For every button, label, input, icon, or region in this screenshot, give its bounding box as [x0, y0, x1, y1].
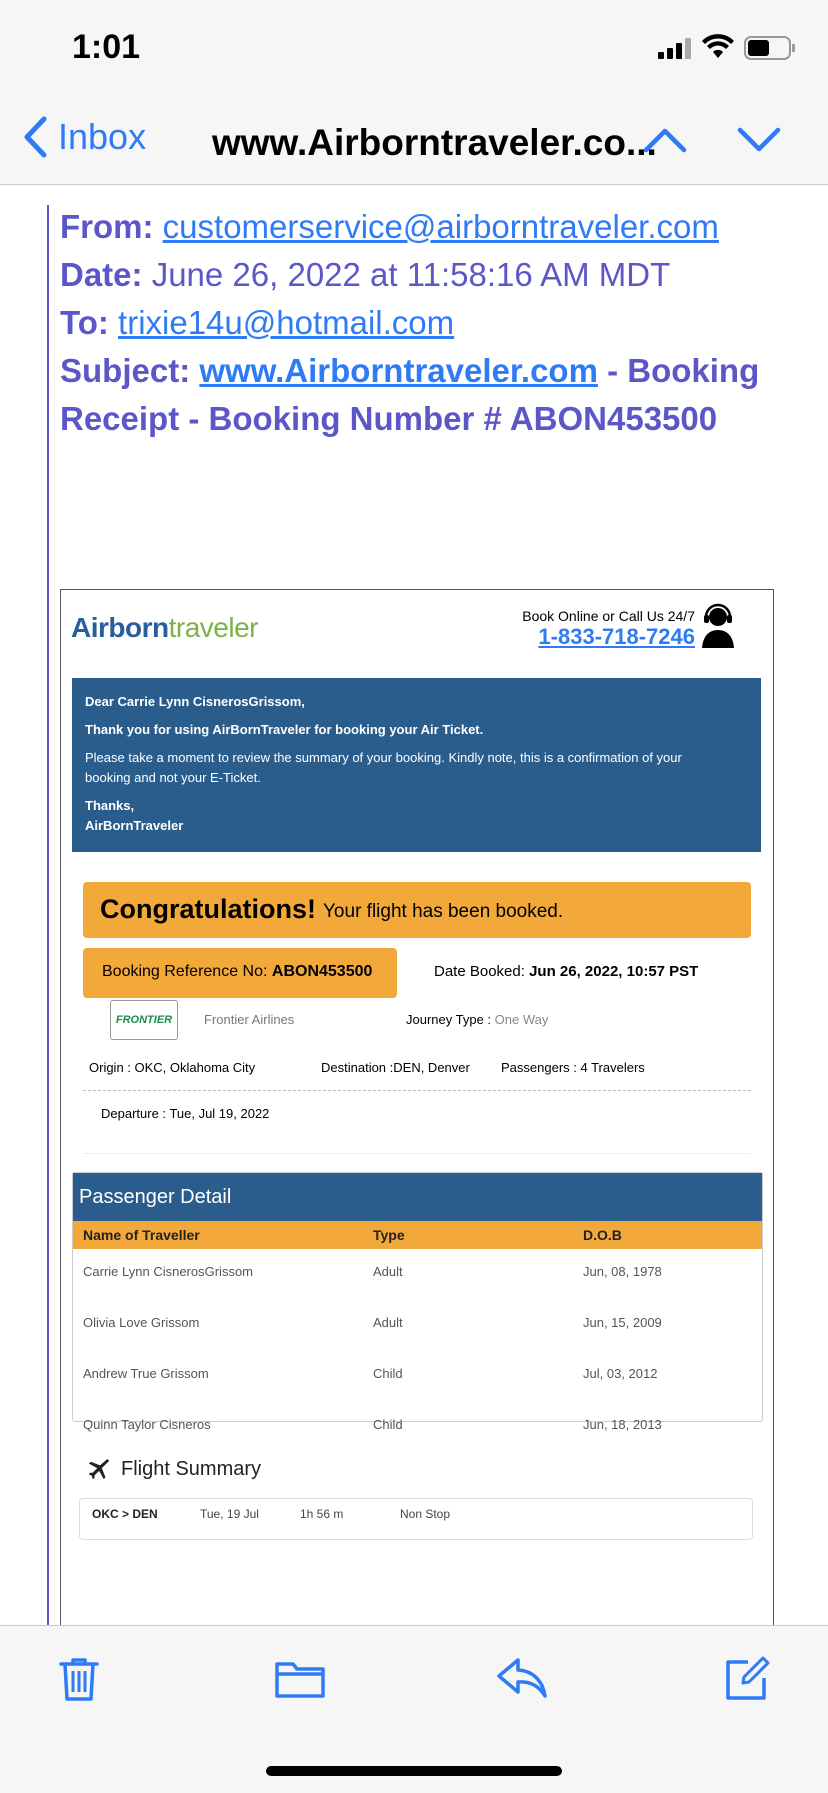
pax-type: Adult	[373, 1264, 403, 1279]
reply-icon[interactable]	[496, 1656, 548, 1700]
congrats-title: Congratulations!	[100, 894, 316, 924]
date-booked	[434, 963, 698, 980]
divider	[83, 1153, 751, 1154]
quote-bar	[47, 205, 49, 1705]
col-name: Name of Traveller	[83, 1227, 200, 1243]
pax-type: Child	[373, 1366, 403, 1381]
status-icons	[658, 36, 796, 60]
date-value: June 26, 2022 at 11:58:16 AM MDT	[151, 256, 671, 293]
chevron-up-icon[interactable]	[642, 120, 688, 160]
pax-type: Child	[373, 1417, 403, 1432]
pax-name: Carrie Lynn CisnerosGrissom	[83, 1264, 254, 1279]
nav-bar	[0, 100, 828, 185]
logo-part-a: Airborn	[71, 612, 169, 643]
thanks-line: Thank you for using AirBornTraveler for booking your Air Ticket.	[85, 722, 484, 737]
chevron-left-icon	[22, 116, 48, 158]
subject-line	[60, 347, 790, 443]
journey-label: Journey Type :	[406, 1012, 492, 1027]
table-row	[73, 1402, 762, 1453]
ref-value: ABON453500	[271, 963, 373, 980]
status-bar	[0, 0, 828, 100]
pax-name: Andrew True Grissom	[83, 1366, 209, 1381]
pax-name: Quinn Taylor Cisneros	[83, 1417, 211, 1432]
table-row	[73, 1351, 762, 1402]
pax-name: Olivia Love Grissom	[83, 1315, 200, 1330]
greeting: Dear Carrie Lynn CisnerosGrissom,	[85, 694, 305, 709]
congrats-bar	[83, 882, 751, 938]
to-link[interactable]: trixie14u@hotmail.com	[118, 304, 455, 341]
flight-summary-heading	[89, 1458, 261, 1481]
nav-title: www.Airborntraveler.co...	[212, 122, 657, 163]
pax-title: Passenger Detail	[73, 1173, 762, 1221]
wifi-icon	[702, 36, 734, 60]
origin: Origin : OKC, Oklahoma City	[89, 1060, 256, 1075]
call-us	[522, 608, 695, 650]
phone-link[interactable]: 1-833-718-7246	[538, 624, 695, 649]
frontier-logo: FRONTIER	[110, 1000, 178, 1040]
compose-icon[interactable]	[724, 1656, 770, 1702]
journey-type	[406, 1012, 548, 1027]
journey-value: One Way	[494, 1012, 549, 1027]
pax-header-row	[73, 1221, 762, 1249]
sign-name: AirBornTraveler	[85, 818, 184, 833]
departure	[101, 1106, 269, 1121]
battery-icon	[744, 36, 796, 60]
date-booked-label: Date Booked:	[434, 963, 525, 980]
to-line	[60, 299, 790, 347]
destination: Destination :DEN, Denver	[321, 1060, 470, 1075]
pax-type: Adult	[373, 1315, 403, 1330]
folder-icon[interactable]	[274, 1656, 326, 1700]
table-row	[73, 1300, 762, 1351]
note: Please take a moment to review the summary of your booking. Kindly note, this is a confirmation of your booking and not your E-Ticket.	[85, 750, 682, 785]
subject-link[interactable]: www.Airborntraveler.com	[199, 352, 598, 389]
support-agent-icon	[701, 602, 735, 648]
passengers: Passengers : 4 Travelers	[501, 1060, 645, 1075]
passenger-detail-table	[72, 1172, 763, 1432]
from-label: From:	[60, 208, 154, 245]
from-link[interactable]: customerservice@airborntraveler.com	[162, 208, 719, 245]
airplane-icon	[89, 1459, 111, 1481]
pax-dob: Jun, 15, 2009	[583, 1315, 662, 1330]
flight-summary-row	[79, 1498, 753, 1540]
logo-part-b: traveler	[168, 612, 258, 643]
fs-date: Tue, 19 Jul	[200, 1507, 259, 1521]
sign-thanks: Thanks,	[85, 798, 135, 813]
email-body	[60, 589, 774, 1691]
flight-summary-title: Flight Summary	[121, 1458, 262, 1480]
call-label: Book Online or Call Us 24/7	[522, 608, 695, 624]
pax-dob: Jul, 03, 2012	[583, 1366, 658, 1381]
back-label: Inbox	[58, 116, 147, 157]
fs-stops: Non Stop	[400, 1507, 451, 1521]
departure-value: Tue, Jul 19, 2022	[169, 1106, 270, 1121]
divider	[83, 1090, 751, 1091]
airline-name: Frontier Airlines	[204, 1012, 295, 1027]
subject-rest: - Booking Receipt - Booking Number # ABON453500	[60, 352, 760, 437]
date-label: Date:	[60, 256, 143, 293]
booking-reference	[83, 948, 397, 998]
forwarded-header	[60, 203, 790, 443]
col-dob: D.O.B	[583, 1227, 622, 1243]
trash-icon[interactable]	[58, 1656, 100, 1702]
from-line	[60, 203, 790, 251]
to-label: To:	[60, 304, 109, 341]
greeting-banner	[72, 678, 761, 852]
message-content[interactable]	[0, 185, 828, 1625]
date-booked-value: Jun 26, 2022, 10:57 PST	[529, 963, 699, 980]
back-to-inbox-button[interactable]	[22, 116, 146, 158]
status-time: 1:01	[72, 28, 141, 66]
fs-route: OKC > DEN	[92, 1507, 158, 1521]
airborntraveler-logo[interactable]	[71, 612, 258, 644]
chevron-down-icon[interactable]	[736, 120, 782, 160]
col-type: Type	[373, 1227, 405, 1243]
table-row	[73, 1249, 762, 1300]
home-indicator[interactable]	[266, 1766, 562, 1776]
pax-dob: Jun, 18, 2013	[583, 1417, 662, 1432]
fs-duration: 1h 56 m	[300, 1507, 344, 1521]
pax-dob: Jun, 08, 1978	[583, 1264, 662, 1279]
subject-label: Subject:	[60, 352, 191, 389]
cellular-signal-icon	[658, 37, 692, 59]
congrats-text: Your flight has been booked.	[323, 901, 564, 922]
ref-label: Booking Reference No:	[102, 963, 268, 980]
date-line	[60, 251, 790, 299]
departure-label: Departure :	[101, 1106, 167, 1121]
